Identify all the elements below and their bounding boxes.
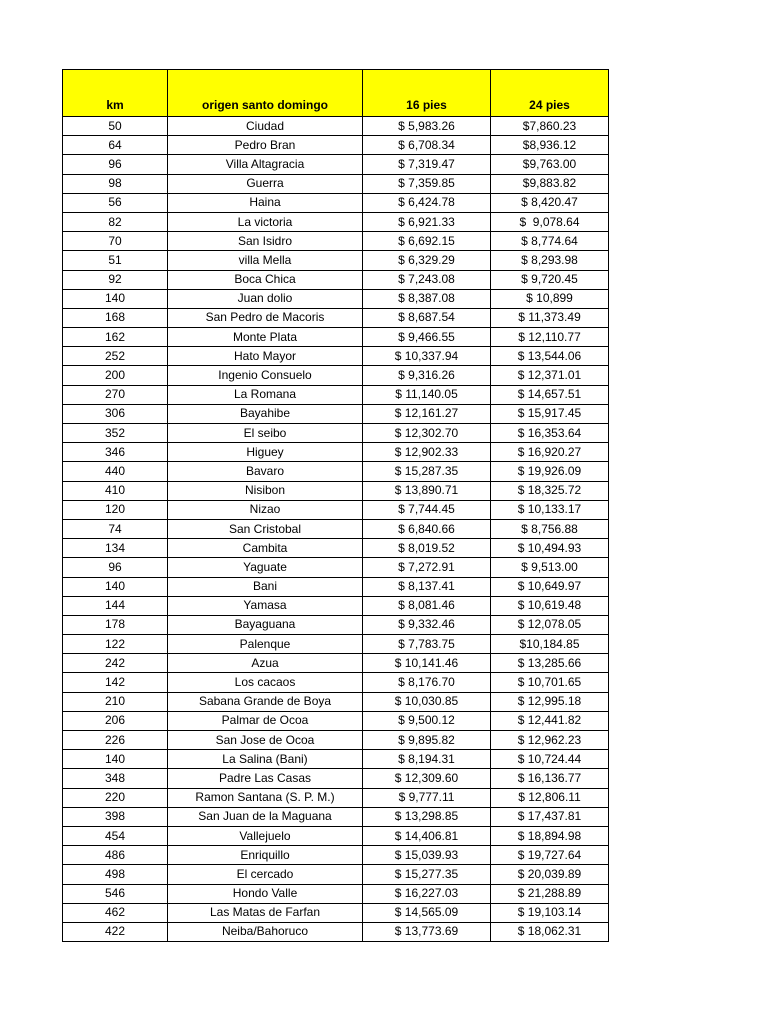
km-cell: 220 [63,788,168,807]
table-row [63,117,609,136]
price-16-cell: $ 12,302.70 [363,424,491,443]
price-24-cell: $7,860.23 [491,117,609,136]
km-cell: 70 [63,232,168,251]
table-row [63,826,609,845]
price-24-cell: $ 10,649.97 [491,577,609,596]
km-cell: 200 [63,366,168,385]
price-16-cell: $ 13,298.85 [363,807,491,826]
origin-cell: La Romana [168,385,363,404]
price-24-cell: $ 10,724.44 [491,750,609,769]
origin-cell: Hato Mayor [168,347,363,366]
header-origin: origen santo domingo [168,70,363,117]
price-24-cell: $8,936.12 [491,136,609,155]
price-24-cell: $ 10,494.93 [491,539,609,558]
table-row [63,270,609,289]
price-16-cell: $ 8,137.41 [363,577,491,596]
price-16-cell: $ 16,227.03 [363,884,491,903]
price-24-cell: $ 13,544.06 [491,347,609,366]
price-24-cell: $ 16,920.27 [491,443,609,462]
km-cell: 74 [63,519,168,538]
origin-cell: Vallejuelo [168,826,363,845]
header-24-pies: 24 pies [491,70,609,117]
km-cell: 51 [63,251,168,270]
table-body [63,117,609,942]
km-cell: 178 [63,615,168,634]
price-24-cell: $ 18,062.31 [491,922,609,941]
price-24-cell: $ 9,078.64 [491,212,609,231]
km-cell: 422 [63,922,168,941]
origin-cell: Villa Altagracia [168,155,363,174]
price-24-cell: $ 12,371.01 [491,366,609,385]
price-16-cell: $ 8,387.08 [363,289,491,308]
price-24-cell: $ 19,727.64 [491,846,609,865]
table-row [63,577,609,596]
origin-cell: Yamasa [168,596,363,615]
km-cell: 498 [63,865,168,884]
km-cell: 92 [63,270,168,289]
table-row [63,635,609,654]
table-row [63,673,609,692]
km-cell: 462 [63,903,168,922]
price-16-cell: $ 8,687.54 [363,308,491,327]
km-cell: 140 [63,289,168,308]
km-cell: 96 [63,155,168,174]
table-row [63,615,609,634]
origin-cell: San Cristobal [168,519,363,538]
km-cell: 410 [63,481,168,500]
km-cell: 206 [63,711,168,730]
price-16-cell: $ 7,783.75 [363,635,491,654]
price-24-cell: $ 12,441.82 [491,711,609,730]
price-24-cell: $ 15,917.45 [491,404,609,423]
km-cell: 50 [63,117,168,136]
table-row [63,750,609,769]
price-24-cell: $ 8,756.88 [491,519,609,538]
origin-cell: Nisibon [168,481,363,500]
km-cell: 96 [63,558,168,577]
price-16-cell: $ 5,983.26 [363,117,491,136]
price-24-cell: $ 18,894.98 [491,826,609,845]
price-16-cell: $ 13,773.69 [363,922,491,941]
price-16-cell: $ 9,332.46 [363,615,491,634]
table-row [63,519,609,538]
table-row [63,903,609,922]
price-16-cell: $ 6,708.34 [363,136,491,155]
price-16-cell: $ 7,359.85 [363,174,491,193]
km-cell: 64 [63,136,168,155]
table-row [63,193,609,212]
table-row [63,443,609,462]
km-cell: 546 [63,884,168,903]
price-24-cell: $9,883.82 [491,174,609,193]
km-cell: 348 [63,769,168,788]
table-row [63,174,609,193]
origin-cell: San Isidro [168,232,363,251]
table-row [63,539,609,558]
origin-cell: Neiba/Bahoruco [168,922,363,941]
km-cell: 226 [63,731,168,750]
table-row [63,711,609,730]
price-16-cell: $ 6,424.78 [363,193,491,212]
origin-cell: San Juan de la Maguana [168,807,363,826]
price-24-cell: $ 12,962.23 [491,731,609,750]
km-cell: 440 [63,462,168,481]
origin-cell: Ramon Santana (S. P. M.) [168,788,363,807]
price-16-cell: $ 7,744.45 [363,500,491,519]
origin-cell: Boca Chica [168,270,363,289]
table-row [63,922,609,941]
price-16-cell: $ 7,272.91 [363,558,491,577]
km-cell: 144 [63,596,168,615]
table-row [63,424,609,443]
origin-cell: Palmar de Ocoa [168,711,363,730]
km-cell: 252 [63,347,168,366]
origin-cell: Palenque [168,635,363,654]
header-row [63,70,609,117]
origin-cell: Haina [168,193,363,212]
price-16-cell: $ 6,840.66 [363,519,491,538]
table-row [63,212,609,231]
table-row [63,404,609,423]
km-cell: 56 [63,193,168,212]
price-24-cell: $ 10,619.48 [491,596,609,615]
price-24-cell: $ 11,373.49 [491,308,609,327]
origin-cell: Sabana Grande de Boya [168,692,363,711]
origin-cell: Yaguate [168,558,363,577]
price-24-cell: $ 12,806.11 [491,788,609,807]
origin-cell: Ciudad [168,117,363,136]
km-cell: 122 [63,635,168,654]
price-16-cell: $ 8,194.31 [363,750,491,769]
price-24-cell: $ 9,513.00 [491,558,609,577]
table-row [63,347,609,366]
price-16-cell: $ 13,890.71 [363,481,491,500]
origin-cell: Ingenio Consuelo [168,366,363,385]
km-cell: 242 [63,654,168,673]
table-row [63,308,609,327]
origin-cell: Guerra [168,174,363,193]
price-16-cell: $ 14,406.81 [363,826,491,845]
origin-cell: Hondo Valle [168,884,363,903]
table-row [63,769,609,788]
km-cell: 134 [63,539,168,558]
price-16-cell: $ 15,039.93 [363,846,491,865]
table-row [63,155,609,174]
price-24-cell: $ 19,926.09 [491,462,609,481]
rate-table [62,69,609,942]
origin-cell: San Pedro de Macoris [168,308,363,327]
km-cell: 140 [63,577,168,596]
km-cell: 210 [63,692,168,711]
table-row [63,692,609,711]
price-24-cell: $ 10,133.17 [491,500,609,519]
header-16-pies: 16 pies [363,70,491,117]
table-row [63,654,609,673]
origin-cell: La Salina (Bani) [168,750,363,769]
km-cell: 140 [63,750,168,769]
table-row [63,462,609,481]
km-cell: 120 [63,500,168,519]
origin-cell: Las Matas de Farfan [168,903,363,922]
origin-cell: Pedro Bran [168,136,363,155]
price-24-cell: $ 17,437.81 [491,807,609,826]
price-16-cell: $ 9,316.26 [363,366,491,385]
origin-cell: El seibo [168,424,363,443]
origin-cell: Padre Las Casas [168,769,363,788]
price-24-cell: $ 18,325.72 [491,481,609,500]
price-16-cell: $ 9,777.11 [363,788,491,807]
km-cell: 162 [63,328,168,347]
origin-cell: Juan dolio [168,289,363,308]
price-24-cell: $10,184.85 [491,635,609,654]
km-cell: 270 [63,385,168,404]
price-24-cell: $ 12,078.05 [491,615,609,634]
table-row [63,865,609,884]
price-24-cell: $ 12,995.18 [491,692,609,711]
table-row [63,500,609,519]
price-16-cell: $ 14,565.09 [363,903,491,922]
table-row [63,884,609,903]
origin-cell: Higuey [168,443,363,462]
price-16-cell: $ 7,319.47 [363,155,491,174]
price-16-cell: $ 15,287.35 [363,462,491,481]
price-16-cell: $ 12,902.33 [363,443,491,462]
price-24-cell: $ 12,110.77 [491,328,609,347]
price-24-cell: $ 14,657.51 [491,385,609,404]
price-16-cell: $ 10,141.46 [363,654,491,673]
origin-cell: Nizao [168,500,363,519]
origin-cell: El cercado [168,865,363,884]
km-cell: 352 [63,424,168,443]
table-row [63,136,609,155]
origin-cell: Los cacaos [168,673,363,692]
table-row [63,846,609,865]
origin-cell: La victoria [168,212,363,231]
table-row [63,558,609,577]
price-24-cell: $ 9,720.45 [491,270,609,289]
table-row [63,731,609,750]
origin-cell: Bayaguana [168,615,363,634]
origin-cell: San Jose de Ocoa [168,731,363,750]
table-row [63,596,609,615]
price-16-cell: $ 15,277.35 [363,865,491,884]
price-16-cell: $ 6,692.15 [363,232,491,251]
price-16-cell: $ 6,329.29 [363,251,491,270]
km-cell: 346 [63,443,168,462]
km-cell: 486 [63,846,168,865]
price-16-cell: $ 10,337.94 [363,347,491,366]
price-16-cell: $ 12,309.60 [363,769,491,788]
price-24-cell: $ 21,288.89 [491,884,609,903]
km-cell: 454 [63,826,168,845]
price-16-cell: $ 8,019.52 [363,539,491,558]
table-row [63,328,609,347]
origin-cell: Azua [168,654,363,673]
header-km: km [63,70,168,117]
km-cell: 398 [63,807,168,826]
price-16-cell: $ 10,030.85 [363,692,491,711]
table-row [63,289,609,308]
price-24-cell: $ 20,039.89 [491,865,609,884]
price-16-cell: $ 9,500.12 [363,711,491,730]
origin-cell: Bani [168,577,363,596]
km-cell: 306 [63,404,168,423]
price-24-cell: $ 8,293.98 [491,251,609,270]
km-cell: 142 [63,673,168,692]
origin-cell: Enriquillo [168,846,363,865]
price-16-cell: $ 7,243.08 [363,270,491,289]
price-24-cell: $ 16,136.77 [491,769,609,788]
price-16-cell: $ 8,176.70 [363,673,491,692]
price-16-cell: $ 12,161.27 [363,404,491,423]
table-row [63,481,609,500]
price-24-cell: $ 10,701.65 [491,673,609,692]
table-row [63,251,609,270]
table-row [63,366,609,385]
price-24-cell: $ 13,285.66 [491,654,609,673]
origin-cell: villa Mella [168,251,363,270]
price-16-cell: $ 6,921.33 [363,212,491,231]
price-24-cell: $ 8,420.47 [491,193,609,212]
price-16-cell: $ 8,081.46 [363,596,491,615]
price-16-cell: $ 9,895.82 [363,731,491,750]
km-cell: 98 [63,174,168,193]
price-16-cell: $ 9,466.55 [363,328,491,347]
origin-cell: Monte Plata [168,328,363,347]
table-row [63,232,609,251]
price-24-cell: $ 8,774.64 [491,232,609,251]
origin-cell: Bavaro [168,462,363,481]
price-24-cell: $ 10,899 [491,289,609,308]
price-24-cell: $9,763.00 [491,155,609,174]
table-row [63,807,609,826]
price-24-cell: $ 19,103.14 [491,903,609,922]
km-cell: 168 [63,308,168,327]
origin-cell: Bayahibe [168,404,363,423]
table-row [63,385,609,404]
origin-cell: Cambita [168,539,363,558]
km-cell: 82 [63,212,168,231]
table-row [63,788,609,807]
price-24-cell: $ 16,353.64 [491,424,609,443]
price-16-cell: $ 11,140.05 [363,385,491,404]
